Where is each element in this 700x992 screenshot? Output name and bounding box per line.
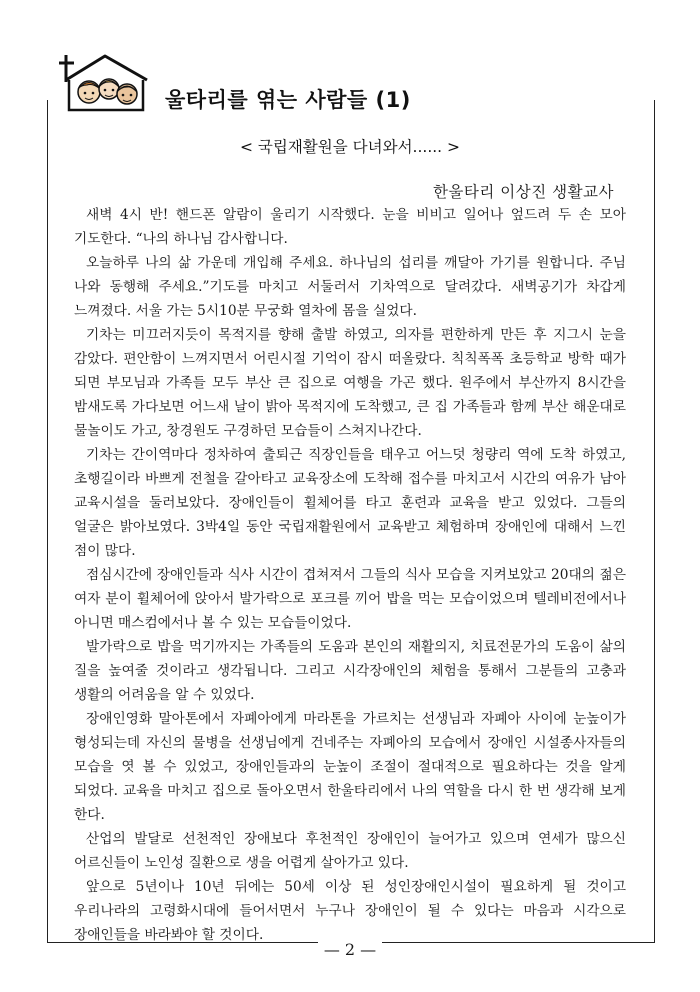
article-author: 한울타리 이상진 생활교사 xyxy=(432,183,614,201)
paragraph: 산업의 발달로 선천적인 장애보다 후천적인 장애인이 늘어가고 있으며 연세가 많으신 어르신들이 노인성 질환으로 생을 어렵게 살아가고 있다. xyxy=(74,831,626,871)
page-number-label: — 2 — xyxy=(318,940,382,959)
paragraph: 기차는 간이역마다 정차하여 출퇴근 직장인들을 태우고 어느덧 청량리 역에 도착 하였고, 초행길이라 바쁘게 전철을 갈아타고 교육장소에 도착해 접수를 마치고서 시간의 여유가 남아 교육시설을 둘러보았다. 장애인들이 휠체어를 타고 훈련과 교육을 받고 있었다. 그들의 얼굴은 밝아보였다. 3박4일 동안 국립재활원에서 교육받고 체험하며 장애인에 대해서 느낀 점이 많다. xyxy=(74,447,626,559)
paragraph: 기차는 미끄러지듯이 목적지를 향해 출발 하였고, 의자를 편한하게 만든 후 지그시 눈을 감았다. 편안함이 느껴지면서 어린시절 기억이 잠시 떠올랐다. 칙칙폭폭 초등학교 방학 때가 되면 부모님과 가족들 모두 부산 큰 집으로 여행을 가곤 했다. 원주에서 부산까지 8시간을 밤새도록 가다보면 어느새 날이 밝아 목적지에 도착했고, 큰 집 가족들과 함께 부산 해운대로 물놀이도 가고, 창경원도 구경하던 모습들이 스쳐지나간다. xyxy=(74,327,626,439)
paragraph: 오늘하루 나의 삶 가운데 개입해 주세요. 하나님의 섭리를 깨달아 가기를 원합니다. 주님 나와 동행해 주세요.”기도를 마치고 서둘러서 기차역으로 달려갔다. 새벽공기가 차갑게 느껴졌다. 서울 가는 5시10분 무궁화 열차에 몸을 실었다. xyxy=(74,255,626,319)
house-logo-icon xyxy=(57,52,157,116)
article-body xyxy=(74,203,626,947)
page-number xyxy=(0,940,700,959)
article-subtitle: < 국립재활원을 다녀와서...... > xyxy=(239,138,461,156)
paragraph: 발가락으로 밥을 먹기까지는 가족들의 도움과 본인의 재활의지, 치료전문가의 도움이 삶의 질을 높여줄 것이라고 생각됩니다. 그리고 시각장애인의 체험을 통해서 그분들의 고충과 생활의 어려움을 알 수 있었다. xyxy=(74,639,626,703)
section-title: 울타리를 엮는 사람들 (1) xyxy=(165,84,421,114)
paragraph: 새벽 4시 반! 핸드폰 알람이 울리기 시작했다. 눈을 비비고 일어나 엎드려 두 손 모아 기도한다. “나의 하나님 감사합니다. xyxy=(74,207,626,247)
paragraph: 장애인영화 말아톤에서 자폐아에게 마라톤을 가르치는 선생님과 자폐아 사이에 눈높이가 형성되는데 자신의 물병을 선생님에게 건네주는 자폐아의 모습에서 장애인 시설종사자들의 모습을 엿 볼 수 있었고, 장애인들과의 눈높이 조절이 절대적으로 필요하다는 것을 알게 되었다. 교육을 마치고 집으로 돌아오면서 한울타리에서 나의 역할을 다시 한 번 생각해 보게 한다. xyxy=(74,711,626,823)
paragraph: 점심시간에 장애인들과 식사 시간이 겹쳐져서 그들의 식사 모습을 지켜보았고 20대의 젊은 여자 분이 휠체어에 앉아서 발가락으로 포크를 끼어 밥을 먹는 모습이었으며 텔레비전에서나 아니면 매스컴에서나 볼 수 있는 모습들이었다. xyxy=(74,567,626,631)
paragraph: 앞으로 5년이나 10년 뒤에는 50세 이상 된 성인장애인시설이 필요하게 될 것이고 우리나라의 고령화시대에 들어서면서 누구나 장애인이 될 수 있다는 마음과 시각으로 장애인들을 바라봐야 할 것이다. xyxy=(74,879,626,943)
